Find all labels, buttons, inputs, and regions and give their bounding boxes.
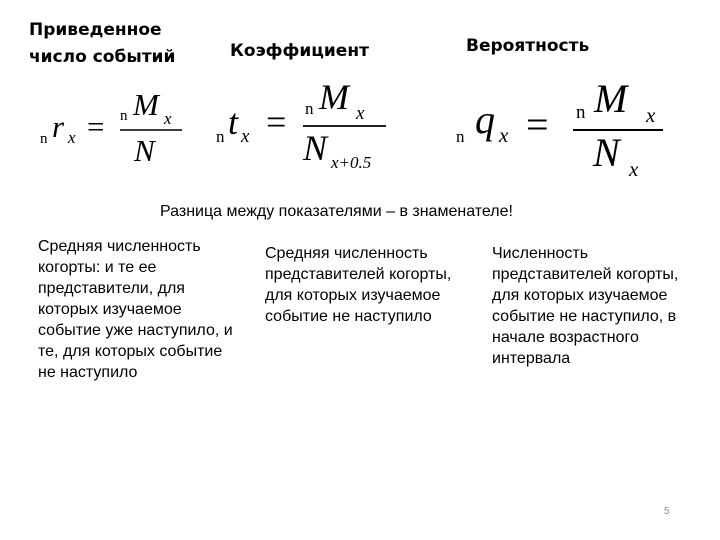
formula-t-equals: =	[266, 102, 287, 142]
formula-q-prefix: n	[456, 127, 465, 146]
formula-r-num-prefix: n	[120, 108, 128, 124]
formula-r-symbol: r	[52, 109, 65, 144]
formula-t-symbol: t	[228, 102, 239, 142]
description-reduced-events: Средняя численность когорты: и те ее представители, для которых изучаемое событие уже наступило, и те, для которых событие не наступило	[38, 238, 233, 381]
heading-reduced-events: Приведенное число событий	[29, 20, 176, 67]
formula-t-den-symbol: N	[303, 128, 328, 168]
heading-coefficient: Коэффициент	[230, 41, 369, 61]
formula-coefficient	[208, 77, 408, 180]
formula-r-subscript: x	[68, 128, 76, 147]
formula-t-num-prefix: n	[305, 99, 314, 118]
formula-r-num-subscript: x	[164, 109, 172, 128]
formula-q-den-subscript: x	[629, 157, 639, 181]
description-coefficient: Средняя численность представителей когорты, для которых изучаемое событие не наступило	[265, 245, 452, 325]
formula-q-den-symbol: N	[593, 130, 620, 175]
formula-q-symbol: q	[475, 97, 495, 142]
formula-t-prefix: n	[216, 127, 225, 146]
page-number: 5	[664, 506, 670, 517]
formula-t-num-symbol: M	[319, 77, 349, 117]
formula-t-num-subscript: x	[356, 103, 365, 124]
formula-r-den-symbol: N	[134, 133, 155, 168]
formula-r-prefix: n	[40, 131, 48, 147]
formula-r-num-symbol: M	[133, 87, 159, 122]
formula-q-num-prefix: n	[576, 102, 586, 123]
formula-r-equals: =	[87, 109, 105, 144]
formula-q-equals: =	[526, 102, 549, 147]
formula-probability	[448, 78, 678, 183]
formula-t-subscript: x	[241, 126, 250, 147]
formula-q-num-subscript: x	[646, 103, 656, 127]
heading-probability: Вероятность	[466, 36, 590, 56]
formula-t-den-subscript: x+0.5	[331, 153, 372, 172]
description-probability: Численность представителей когорты, для которых изучаемое событие не наступило, в начале возрастного интервала	[492, 245, 679, 367]
formula-reduced-events	[30, 85, 200, 175]
formula-q-subscript: x	[499, 123, 509, 147]
formula-q-num-symbol: M	[594, 76, 628, 121]
difference-note: Разница между показателями – в знаменателе!	[160, 203, 513, 220]
